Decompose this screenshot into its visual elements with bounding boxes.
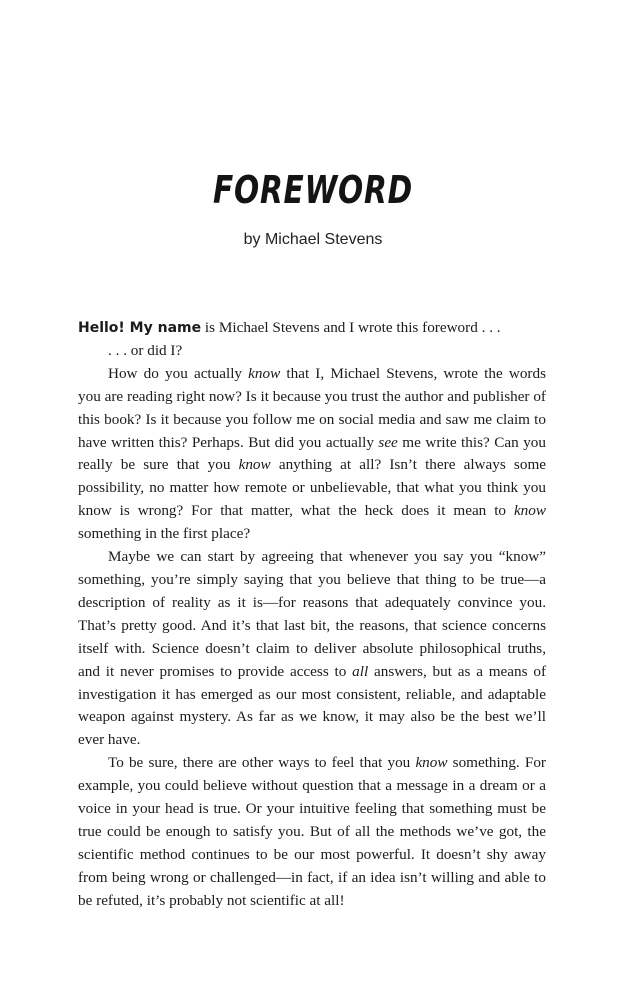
p3-em1: know — [248, 364, 281, 382]
body-text — [78, 317, 546, 913]
paragraph-4 — [78, 546, 546, 752]
p3-e: something in the first place? — [78, 525, 251, 543]
p3-d: anything at all? Isn’t there always some possibility, no matter how remote or unbelievable, that what you think you know is wrong? For that matter, what the heck does it mean to — [78, 456, 546, 520]
paragraph-5 — [78, 752, 546, 912]
p3-b: that I, Michael Stevens, wrote the words you are reading right now? Is it because you trust the author and publisher of this book? Is it because you follow me on social media and saw me claim to have written this? Perhaps. But did you actually — [78, 364, 546, 451]
byline: by Michael Stevens — [243, 231, 383, 248]
p4-a: Maybe we can start by agreeing that whenever you say you “know” something, you’re simply saying that you believe that thing to be true—a description of reality as it is—for reasons that adequately convince you. That’s pretty good. And it’s that last bit, the reasons, that science concerns itself with. Science doesn’t claim to deliver absolute philosophical truths, and it never promises to provide access to — [78, 548, 546, 680]
p3-em2: see — [378, 433, 398, 451]
p3-em3: know — [238, 456, 271, 474]
p4-b: answers, but as a means of investigation it has emerged as our most consistent, reliable, and adaptable weapon against mystery. As far as we know, it may also be the best we’ll ever have. — [78, 662, 547, 749]
paragraph-1-text: is Michael Stevens and I wrote this foreword . . . — [201, 319, 501, 336]
paragraph-1 — [78, 317, 546, 340]
p3-em4: know — [513, 502, 546, 520]
paragraph-3 — [78, 363, 546, 546]
p5-b: something. For example, you could believe without question that a message in a dream or a voice in your head is true. Or your intuitive feeling that something must be true could be enough to satisfy you. But of all the methods we’ve got, the scientific method continues to be our most powerful. It doesn’t shy away from being wrong or challenged—in fact, if an idea isn’t willing and able to be refuted, it’s probably not scientific at all! — [78, 754, 546, 909]
chapter-title: FOREWORD — [212, 168, 414, 212]
p3-c: me write this? Can you really be sure that you — [78, 433, 546, 474]
p4-em1: all — [352, 662, 369, 680]
lead-in: Hello! My name — [78, 320, 202, 336]
p5-a: To be sure, there are other ways to feel that you — [108, 754, 416, 772]
paragraph-2: . . . or did I? — [108, 341, 183, 359]
p3-a: How do you actually — [108, 364, 249, 382]
p5-em1: know — [415, 754, 448, 772]
